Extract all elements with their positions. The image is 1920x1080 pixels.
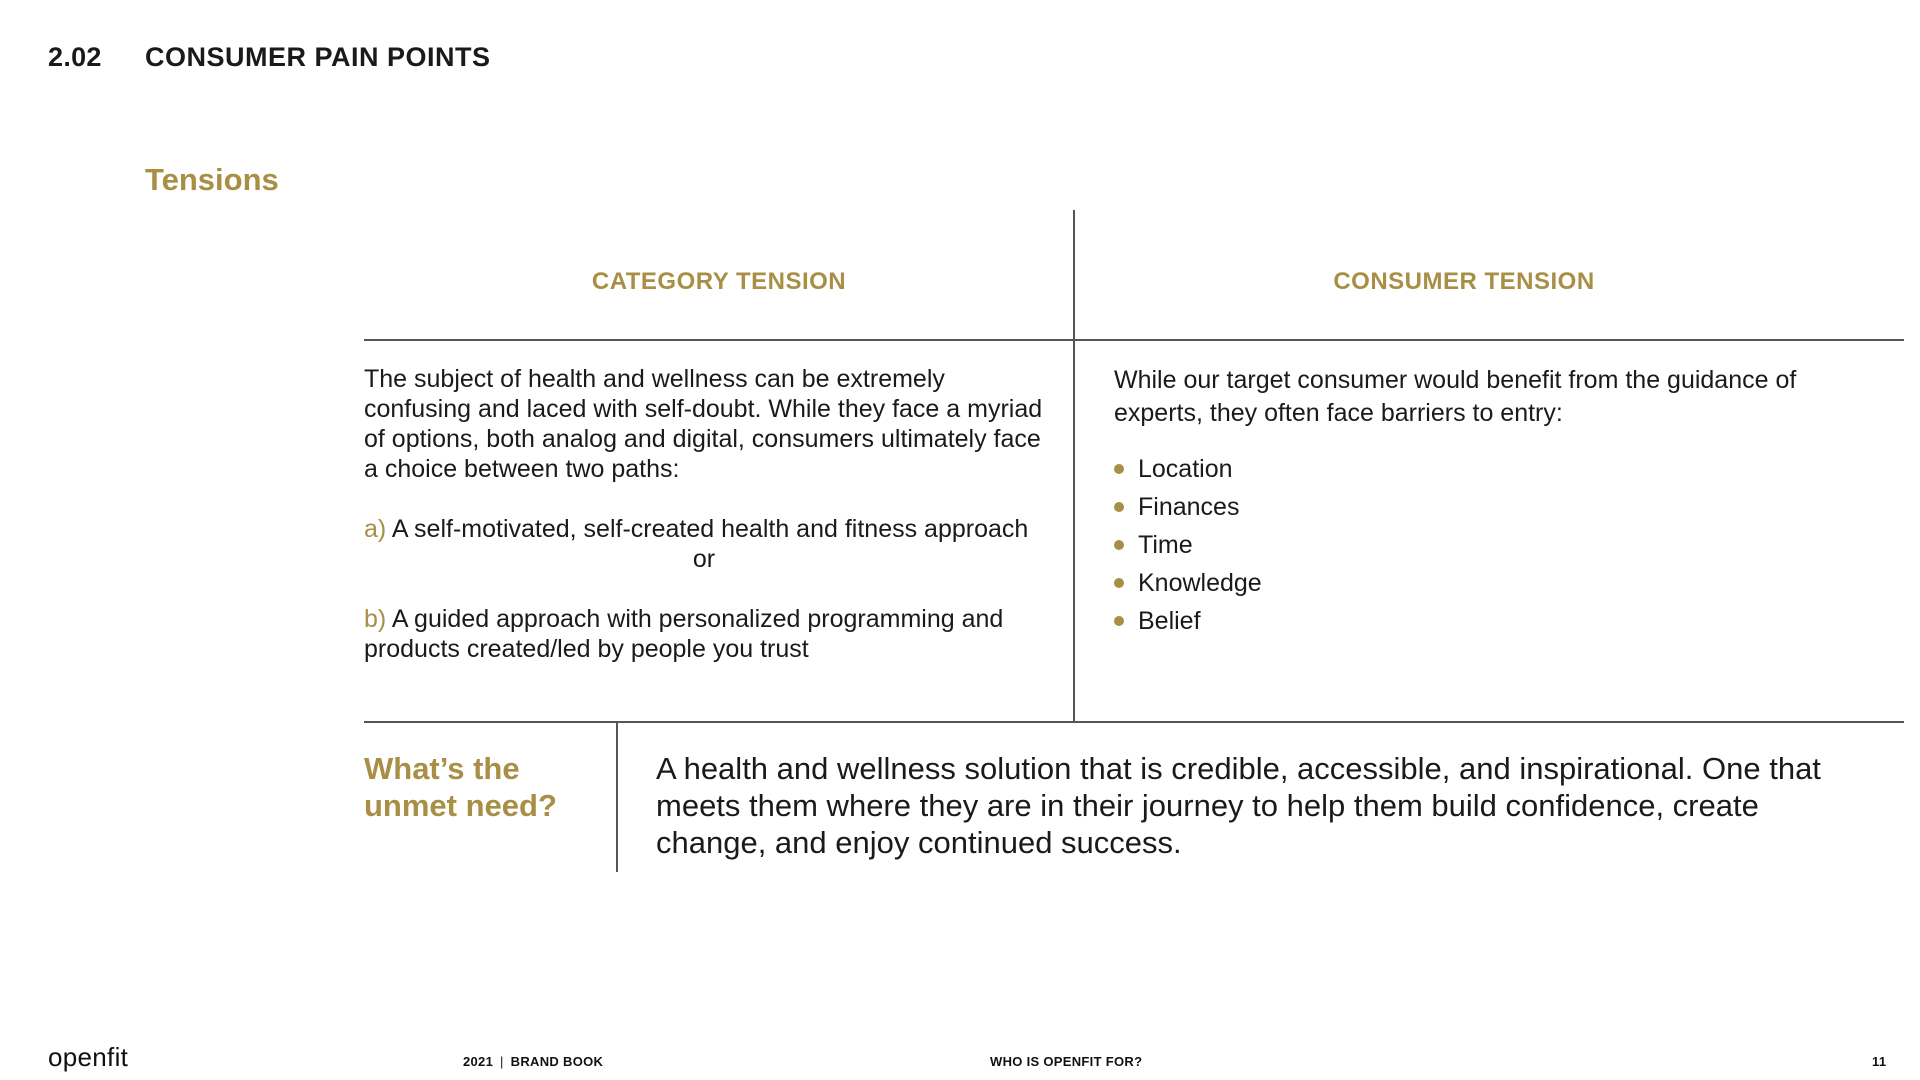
barriers-list	[1114, 450, 1834, 640]
consumer-tension-intro: While our target consumer would benefit from the guidance of experts, they often face barriers to entry:	[1114, 366, 1797, 427]
category-tension-heading: CATEGORY TENSION	[591, 268, 847, 295]
consumer-tension-body	[1114, 364, 1834, 640]
footer-book: BRAND BOOK	[510, 1054, 604, 1069]
footer-brand-book	[463, 1054, 603, 1069]
list-item: Knowledge	[1114, 564, 1834, 602]
footer-year: 2021	[463, 1054, 494, 1069]
list-item: Belief	[1114, 602, 1834, 640]
footer-separator: |	[500, 1054, 504, 1069]
category-tension-intro: The subject of health and wellness can be extremely confusing and laced with self-doubt. While they face a myriad of options, both analog and digital, consumers ultimately face a choice between two paths:	[364, 365, 1043, 483]
openfit-logo: openfit	[48, 1042, 129, 1072]
option-a	[364, 514, 1054, 544]
unmet-need-question: What’s the unmet need?	[364, 751, 557, 823]
section-number: 2.02	[48, 42, 102, 72]
bullet-icon	[1114, 502, 1124, 512]
bullet-icon	[1114, 578, 1124, 588]
unmet-need-answer: A health and wellness solution that is credible, accessible, and inspirational. One that meets them where they are in their journey to help them build confidence, create change, and enjoy continued success.	[656, 751, 1821, 860]
unmet-divider	[616, 722, 618, 872]
consumer-tension-heading: CONSUMER TENSION	[1333, 268, 1595, 295]
category-tension-body	[364, 364, 1054, 664]
body-rule	[364, 721, 1904, 723]
bullet-icon	[1114, 464, 1124, 474]
bullet-icon	[1114, 540, 1124, 550]
section-heading: Tensions	[145, 162, 279, 197]
list-item: Finances	[1114, 488, 1834, 526]
or-text: or	[692, 545, 716, 573]
list-item: Time	[1114, 526, 1834, 564]
option-a-marker: a)	[364, 515, 387, 543]
option-b-text: A guided approach with personalized programming and products created/led by people you trust	[364, 605, 1004, 663]
option-b	[364, 604, 1054, 664]
bullet-icon	[1114, 616, 1124, 626]
section-title: CONSUMER PAIN POINTS	[145, 42, 491, 72]
footer-chapter: WHO IS OPENFIT FOR?	[990, 1054, 1143, 1069]
option-b-marker: b)	[364, 605, 387, 633]
option-a-text: A self-motivated, self-created health and fitness approach	[391, 515, 1029, 543]
list-item: Location	[1114, 450, 1834, 488]
page-number: 11	[1872, 1054, 1887, 1069]
header-rule	[364, 339, 1904, 341]
